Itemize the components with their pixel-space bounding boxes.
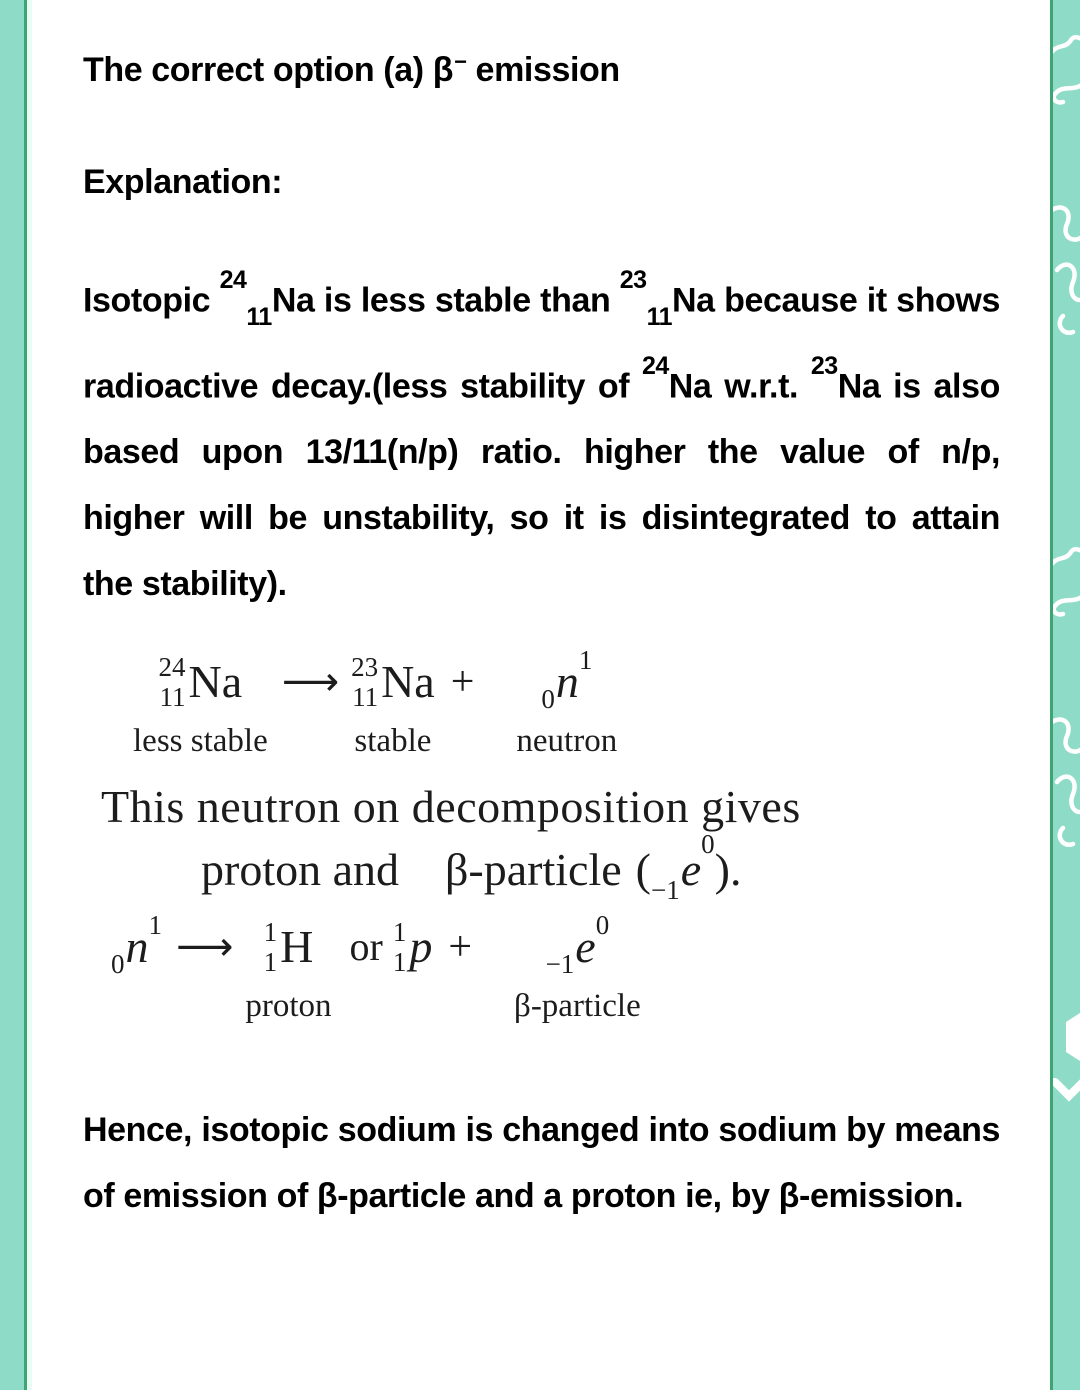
atomic-number: 11 xyxy=(352,681,379,712)
atomic-number: 11 xyxy=(159,681,186,712)
element-symbol: H xyxy=(280,921,314,973)
atomic-number: 1 xyxy=(263,946,278,977)
eq1-product xyxy=(351,645,435,760)
proton-label: proton xyxy=(245,988,332,1025)
mass-number: 1 xyxy=(263,916,278,947)
scan-text-line-1: This neutron on decomposition gives xyxy=(101,781,801,833)
atomic-number: 0 xyxy=(541,684,555,715)
mass-number: 24 xyxy=(158,651,186,682)
electron-symbol: e xyxy=(575,921,596,973)
paragraph-text: because it shows radioactive decay.(less stability of xyxy=(83,281,1000,406)
neutron-label: neutron xyxy=(516,723,618,760)
electron-symbol: e xyxy=(680,844,702,896)
particle-symbol: n xyxy=(555,656,579,708)
eq2-h-prescripts xyxy=(263,916,278,977)
reaction-arrow-icon: ⟶ xyxy=(281,659,338,706)
explanation-heading: Explanation: xyxy=(83,163,283,201)
plus-sign: + xyxy=(450,659,475,706)
mass-number: 0 xyxy=(595,910,610,941)
chevron-doodle-icon xyxy=(1055,1080,1080,1096)
eq2-plus xyxy=(432,910,488,984)
mass-number: 1 xyxy=(578,645,593,676)
eq1-reactant xyxy=(133,645,268,760)
eq1-reactant-prescripts xyxy=(158,651,186,712)
hexagon-doodle-icon xyxy=(1066,1013,1080,1061)
charge-number: −1 xyxy=(545,949,575,980)
eq1-plus xyxy=(435,645,491,719)
nuclide-mass: 23 xyxy=(619,265,647,294)
mass-number: 0 xyxy=(701,829,715,860)
equation-1 xyxy=(133,645,1000,760)
mass-number: 1 xyxy=(148,910,162,941)
right-border-strip xyxy=(1050,0,1080,1390)
paren-close: ). xyxy=(714,844,742,896)
eq1-neutron xyxy=(516,645,617,760)
eq2-proton xyxy=(393,910,433,984)
paragraph-text: is less stable than xyxy=(314,281,620,320)
eq2-hydrogen xyxy=(245,910,331,1025)
nuclide-mass: 24 xyxy=(641,351,669,380)
conclusion-paragraph: Hence, isotopic sodium is changed into sodium by means of emission of β-particle and a proton ie, by β-emission. xyxy=(83,1111,1000,1216)
eq2-lhs-neutron xyxy=(111,910,162,984)
eq1-arrow xyxy=(268,645,351,719)
nuclide-symbol: Na xyxy=(271,281,315,320)
charge-number: −1 xyxy=(650,875,680,906)
eq2-or xyxy=(332,910,393,984)
textbook-scan-figure xyxy=(83,645,1000,1025)
equation-2 xyxy=(111,910,1000,1025)
scan-text: proton and xyxy=(201,844,400,896)
eq1-product-prescripts xyxy=(351,651,379,712)
nuclide-mass: 23 xyxy=(810,351,838,380)
correct-option-suffix: emission xyxy=(466,51,620,89)
answer-content xyxy=(33,0,1050,1390)
paragraph-text: Isotopic xyxy=(83,281,220,320)
mass-number: 1 xyxy=(392,916,407,947)
nuclide-atomic: 11 xyxy=(646,303,672,332)
atomic-number: 1 xyxy=(392,946,407,977)
explanation-paragraph xyxy=(83,258,1000,617)
paragraph-text: w.r.t. xyxy=(711,367,811,406)
particle-symbol: n xyxy=(125,921,149,973)
nuclide-symbol: Na xyxy=(672,281,715,320)
doodle-decorations-icon xyxy=(1053,0,1080,1390)
beta-particle-word: β-particle xyxy=(445,844,622,896)
left-border-strip xyxy=(0,0,27,1390)
nuclide-atomic: 11 xyxy=(246,303,272,332)
beta-minus-superscript: − xyxy=(454,48,467,74)
eq2-p-prescripts xyxy=(392,916,407,977)
nuclide-symbol: Na xyxy=(837,367,881,406)
eq2-arrow xyxy=(162,910,245,984)
element-symbol: Na xyxy=(188,656,243,708)
atomic-number: 0 xyxy=(111,949,125,980)
particle-symbol: p xyxy=(409,921,433,973)
eq2-beta xyxy=(514,910,641,1025)
beta-particle-notation xyxy=(635,829,742,906)
correct-option-text: The correct option (a) β xyxy=(83,51,454,89)
element-symbol: Na xyxy=(381,656,435,708)
paragraph-text: is also based upon 13/11(n/p) ratio. higher the value of n/p, higher will be unstability, so it is disintegrated to attain the stability). xyxy=(83,367,1000,604)
correct-option-line xyxy=(83,48,1000,96)
plus-sign: + xyxy=(448,924,473,971)
or-word: or xyxy=(349,924,383,970)
reaction-arrow-icon: ⟶ xyxy=(176,924,232,971)
mass-number: 23 xyxy=(351,651,379,682)
nuclide-symbol: Na xyxy=(668,367,712,406)
scan-text-line-2 xyxy=(201,829,1000,906)
paren-open: ( xyxy=(635,844,651,896)
nuclide-mass: 24 xyxy=(219,265,247,294)
reactant-label: less stable xyxy=(133,723,268,760)
beta-particle-label: β-particle xyxy=(514,988,641,1025)
product-label: stable xyxy=(354,723,432,760)
